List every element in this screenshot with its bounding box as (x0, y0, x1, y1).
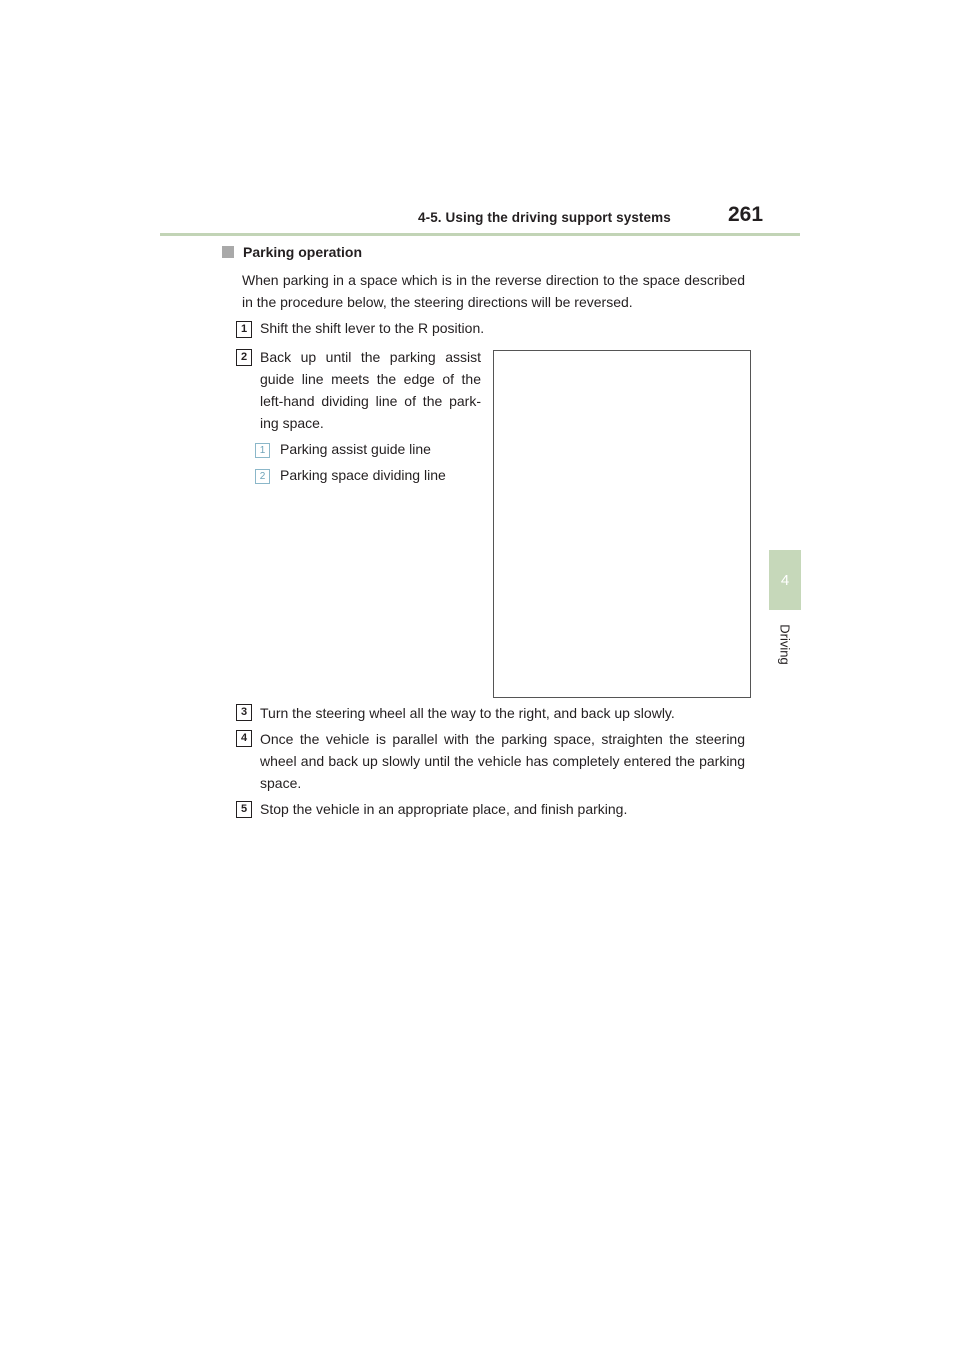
step-5-text: Stop the vehicle in an appropriate place, and finish parking. (260, 801, 628, 817)
parking-illustration (493, 350, 751, 698)
step-5-marker: 5 (236, 801, 252, 818)
callout-item (255, 439, 431, 459)
running-header-title: 4-5. Using the driving support systems (418, 210, 671, 225)
chapter-tab (769, 550, 801, 610)
step-4-text: Once the vehicle is parallel with the parking space, straighten the steering wheel and back up slowly until the vehicle has completely entered the parking space. (260, 731, 745, 791)
chapter-label-container (769, 614, 801, 674)
page-number: 261 (728, 203, 764, 226)
callout-item (255, 465, 446, 485)
step-2-text: Back up until the parking assist guide line meets the edge of the left-hand dividing line of the park-ing space. (260, 349, 481, 431)
header-rule (160, 233, 800, 236)
step-3-text: Turn the steering wheel all the way to the right, and back up slowly. (260, 705, 675, 721)
step-3-marker: 3 (236, 704, 252, 721)
callout-label: Parking assist guide line (280, 441, 431, 457)
step-1-marker: 1 (236, 321, 252, 338)
callout-number: 2 (255, 469, 270, 484)
callout-label: Parking space dividing line (280, 467, 446, 483)
intro-paragraph: When parking in a space which is in the reverse direction to the space described in the procedure below, the steering directions will be reversed. (242, 272, 745, 310)
section-heading-text: Parking operation (243, 244, 363, 260)
chapter-number: 4 (780, 571, 790, 589)
step-2-marker: 2 (236, 349, 252, 366)
square-bullet-icon (222, 246, 234, 258)
step-1-text: Shift the shift lever to the R position. (260, 320, 485, 336)
chapter-label: Driving (777, 623, 793, 665)
step-4-marker: 4 (236, 730, 252, 747)
callout-number: 1 (255, 443, 270, 458)
section-heading (222, 244, 362, 260)
